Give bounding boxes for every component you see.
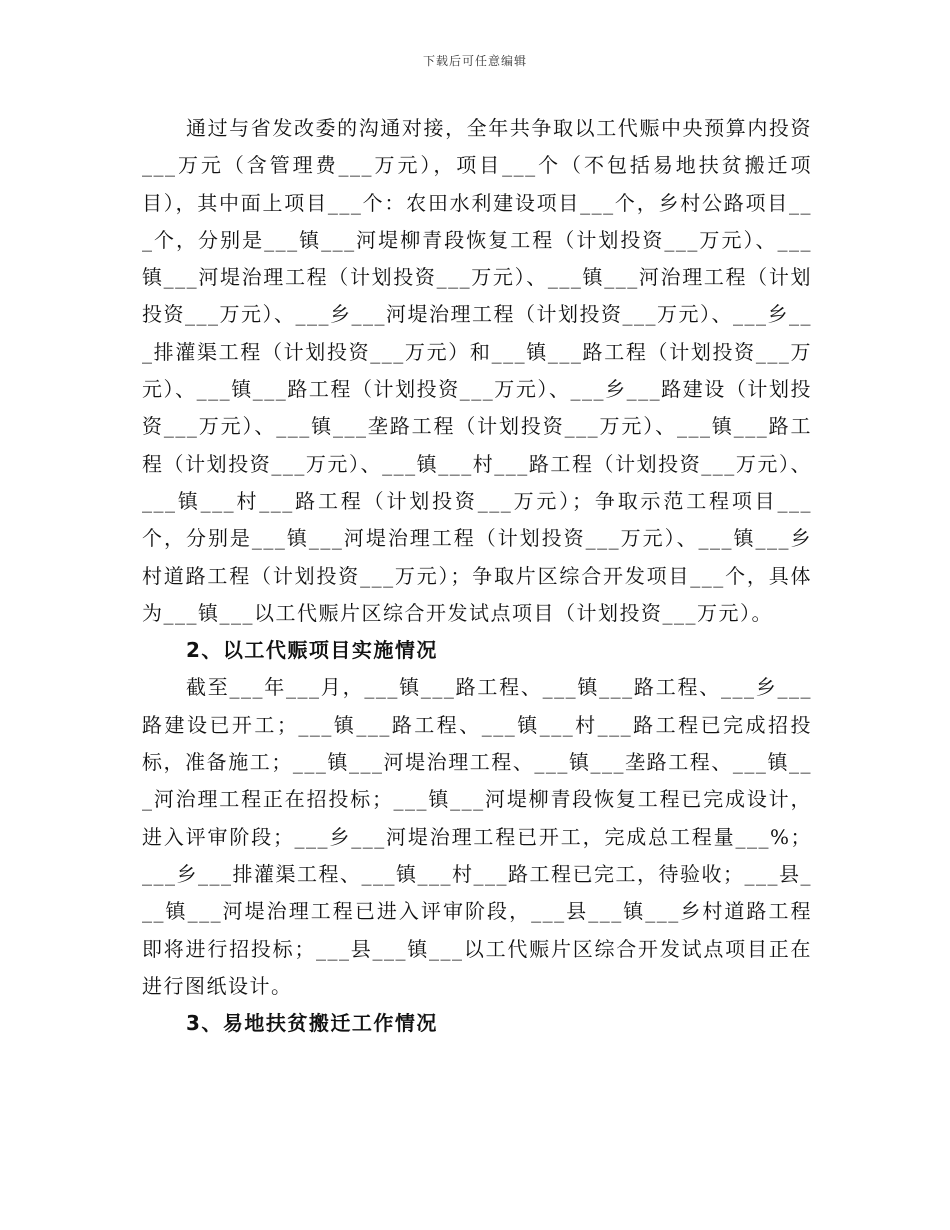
paragraph-investment-summary: 通过与省发改委的沟通对接，全年共争取以工代赈中央预算内投资___万元（含管理费___万元），项目___个（不包括易地扶贫搬迁项目），其中面上项目___个：农田水利建设项目___个，乡村公路项目___个，分别是___镇___河堤柳青段恢复工程（计划投资___万元）、___镇___河堤治理工程（计划投资___万元）、___镇___河治理工程（计划投资___万元）、___乡___河堤治理工程（计划投资___万元）、___乡___排灌渠工程（计划投资___万元）和___镇___路工程（计划投资___万元）、___镇___路工程（计划投资___万元）、___乡___路建设（计划投资___万元）、___镇___垄路工程（计划投资___万元）、___镇___路工程（计划投资___万元）、___镇___村___路工程（计划投资___万元）、___镇___村___路工程（计划投资___万元）；争取示范工程项目___个，分别是___镇___河堤治理工程（计划投资___万元）、___镇___乡村道路工程（计划投资___万元）；争取片区综合开发项目___个，具体为___镇___以工代赈片区综合开发试点项目（计划投资___万元）。 (142, 116, 812, 625)
heading-project-implementation: 2、以工代赈项目实施情况 (186, 638, 438, 663)
heading-relocation-work: 3、易地扶贫搬迁工作情况 (186, 1011, 438, 1036)
paragraph-implementation-status: 截至___年___月，___镇___路工程、___镇___路工程、___乡___路建设已开工；___镇___路工程、___镇___村___路工程已完成招投标，准备施工；___镇___河堤治理工程、___镇___垄路工程、___镇___河治理工程正在招投标；___镇___河堤柳青段恢复工程已完成设计，进入评审阶段；___乡___河堤治理工程已开工，完成总工程量___%；___乡___排灌渠工程、___镇___村___路工程已完工，待验收；___县___镇___河堤治理工程已进入评审阶段，___县___镇___乡村道路工程即将进行招投标；___县___镇___以工代赈片区综合开发试点项目正在进行图纸设计。 (142, 675, 812, 998)
document-body (142, 110, 812, 1042)
header-note: 下载后可任意编辑 (422, 54, 527, 68)
